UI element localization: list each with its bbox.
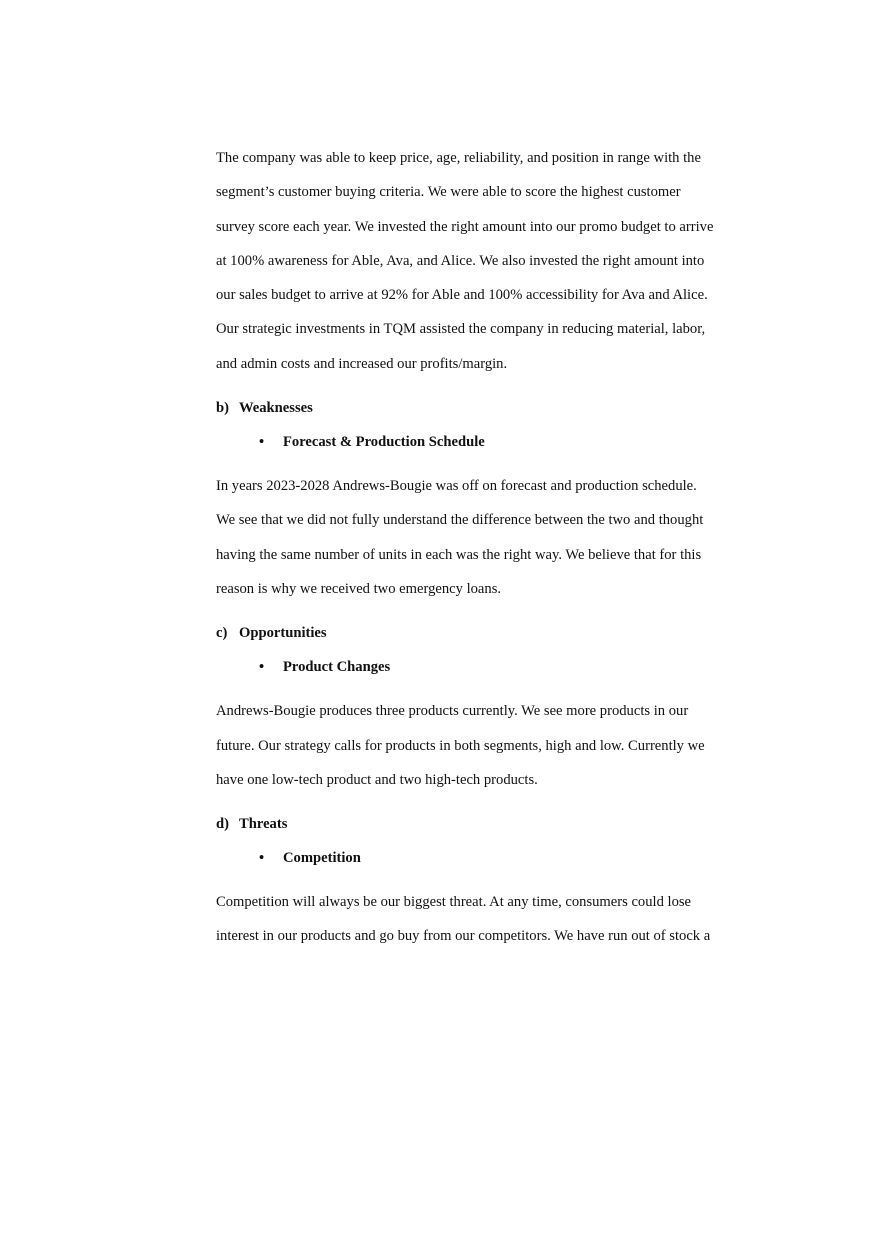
paragraph-line: segment’s customer buying criteria. We were able to score the highest customer [216,184,681,201]
paragraph-line: Our strategic investments in TQM assisted the company in reducing material, labor, [216,321,706,338]
paragraph-line: future. Our strategy calls for products in both segments, high and low. Currently we [216,737,705,754]
section-heading-weaknesses [216,396,740,430]
paragraph-line: reason is why we received two emergency loans. [216,580,502,597]
paragraph-line: Competition will always be our biggest threat. At any time, consumers could lose [216,894,692,911]
paragraph-line: and admin costs and increased our profits/margin. [216,355,508,372]
threats-paragraph [216,890,740,959]
section-letter: d) [216,816,229,833]
paragraph-line: The company was able to keep price, age, reliability, and position in range with the [216,150,701,166]
bullet-icon: • [259,434,265,451]
bullet-label: Forecast & Production Schedule [283,434,485,451]
bullet-icon: • [259,850,265,867]
paragraph-line: Andrews-Bougie produces three products currently. We see more products in our [216,703,689,720]
bullet-item-weaknesses [216,430,740,464]
paragraph-line: interest in our products and go buy from our competitors. We have run out of stock a [216,928,711,945]
paragraph-line: have one low-tech product and two high-tech products. [216,771,538,788]
section-heading-threats [216,812,740,846]
bullet-item-opportunities [216,655,740,689]
paragraph-line: In years 2023-2028 Andrews-Bougie was off on forecast and production schedule. [216,478,697,495]
paragraph-line: survey score each year. We invested the right amount into our promo budget to arrive [216,218,714,235]
paragraph-line: having the same number of units in each was the right way. We believe that for this [216,546,702,563]
section-title: Weaknesses [239,400,313,417]
bullet-icon: • [259,659,265,676]
section-heading-opportunities [216,621,740,655]
bullet-label: Competition [283,850,361,867]
opportunities-paragraph [216,699,740,802]
paragraph-line: at 100% awareness for Able, Ava, and Alice. We also invested the right amount into [216,252,705,269]
bullet-label: Product Changes [283,659,391,676]
weaknesses-paragraph [216,474,740,611]
section-letter: b) [216,400,229,417]
document-body [216,146,740,959]
section-letter: c) [216,625,228,642]
paragraph-line: our sales budget to arrive at 92% for Able and 100% accessibility for Ava and Alice. [216,287,708,304]
intro-paragraph [216,146,740,386]
section-title: Threats [239,816,288,833]
section-title: Opportunities [239,625,327,642]
bullet-item-threats [216,846,740,880]
paragraph-line: We see that we did not fully understand the difference between the two and thought [216,512,704,529]
